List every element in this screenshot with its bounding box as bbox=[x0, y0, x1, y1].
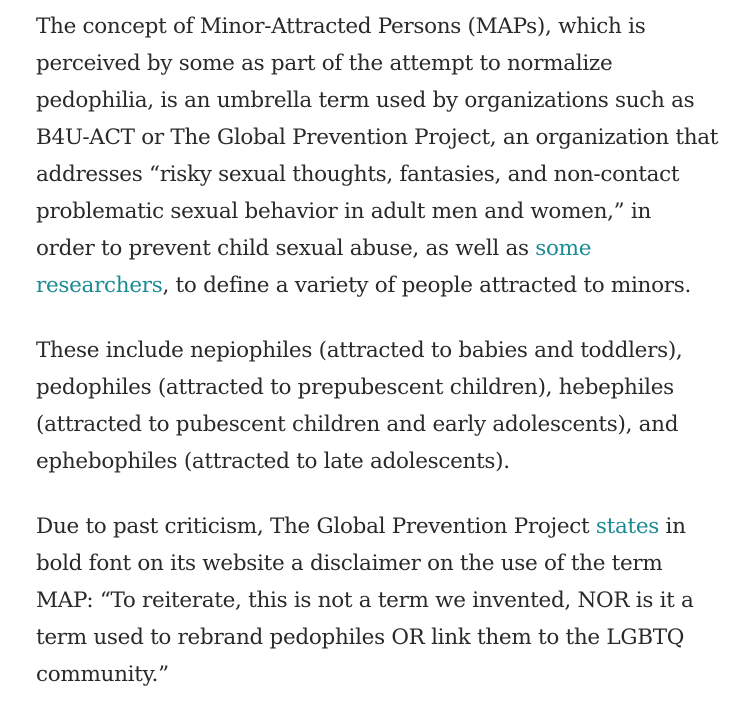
text-line bbox=[36, 230, 732, 267]
some-researchers-link[interactable]: some bbox=[535, 236, 592, 261]
text-run: community.” bbox=[36, 662, 169, 687]
text-run: These include nepiophiles (attracted to babies and toddlers), bbox=[36, 338, 683, 363]
paragraph-maps-concept bbox=[36, 8, 732, 304]
text-run: (attracted to pubescent children and early adolescents), and bbox=[36, 412, 679, 437]
text-run: B4U-ACT or The Global Prevention Project, an organization that bbox=[36, 125, 719, 150]
text-line bbox=[36, 545, 732, 582]
text-run: term used to rebrand pedophiles OR link them to the LGBTQ bbox=[36, 625, 685, 650]
paragraph-disclaimer bbox=[36, 508, 732, 693]
text-line bbox=[36, 119, 732, 156]
text-line bbox=[36, 332, 732, 369]
text-line bbox=[36, 8, 732, 45]
text-line bbox=[36, 582, 732, 619]
states-link[interactable]: states bbox=[595, 514, 660, 539]
text-run: order to prevent child sexual abuse, as well as bbox=[36, 236, 536, 261]
text-run: MAP: “To reiterate, this is not a term we invented, NOR is it a bbox=[36, 588, 694, 613]
text-run: in bbox=[659, 514, 686, 539]
text-line bbox=[36, 619, 732, 656]
text-line bbox=[36, 443, 732, 480]
text-run: , to define a variety of people attracted to minors. bbox=[162, 273, 691, 298]
text-run: pedophiles (attracted to prepubescent children), hebephiles bbox=[36, 375, 674, 400]
text-line bbox=[36, 656, 732, 693]
text-run: problematic sexual behavior in adult men and women,” in bbox=[36, 199, 652, 224]
text-line bbox=[36, 156, 732, 193]
text-run: The concept of Minor-Attracted Persons (MAPs), which is bbox=[36, 14, 646, 39]
text-line bbox=[36, 406, 732, 443]
text-line bbox=[36, 508, 732, 545]
paragraph-definitions bbox=[36, 332, 732, 480]
text-run: pedophilia, is an umbrella term used by organizations such as bbox=[36, 88, 695, 113]
text-run: perceived by some as part of the attempt to normalize bbox=[36, 51, 613, 76]
text-line bbox=[36, 45, 732, 82]
text-line bbox=[36, 267, 732, 304]
text-line bbox=[36, 82, 732, 119]
text-run: addresses “risky sexual thoughts, fantasies, and non-contact bbox=[36, 162, 680, 187]
text-line bbox=[36, 193, 732, 230]
text-run: Due to past criticism, The Global Prevention Project bbox=[36, 514, 596, 539]
text-run: ephebophiles (attracted to late adolescents). bbox=[36, 449, 510, 474]
text-line bbox=[36, 369, 732, 406]
text-run: bold font on its website a disclaimer on the use of the term bbox=[36, 551, 663, 576]
some-researchers-link-continued[interactable]: researchers bbox=[36, 273, 163, 298]
